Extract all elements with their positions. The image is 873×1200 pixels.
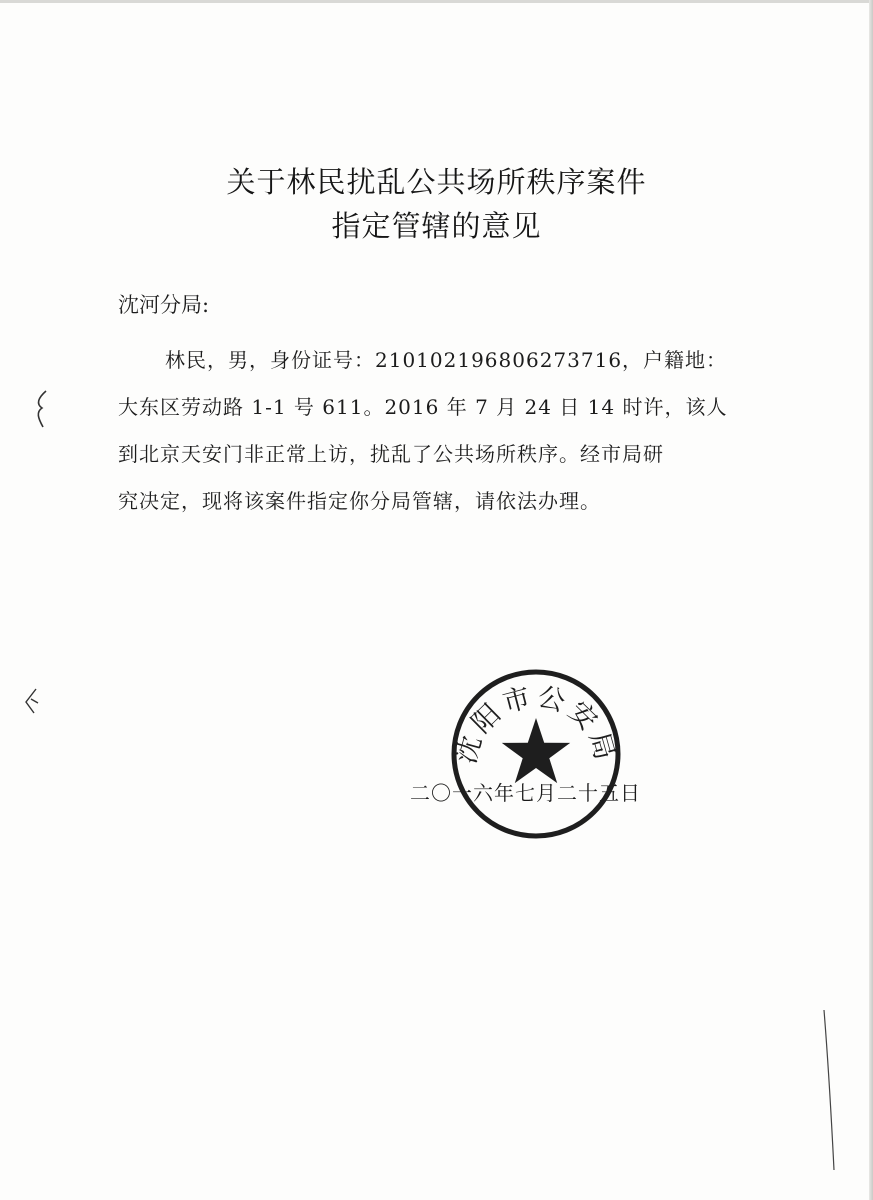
margin-mark [22,686,46,716]
document-title-line-2: 指定管辖的意见 [331,209,542,243]
salutation: 沈河分局: [118,293,210,317]
star-icon [502,718,570,783]
official-seal [450,668,622,840]
margin-mark [32,388,56,430]
document-date: 二〇一六年七月二十五日 [410,781,641,805]
body-paragraph-line: 到北京天安门非正常上访，扰乱了公共场所秩序。经市局研 [118,442,664,466]
body-paragraph-line: 究决定，现将该案件指定你分局管辖，请依法办理。 [118,489,601,513]
document-title-line-1: 关于林民扰乱公共场所秩序案件 [226,165,647,199]
body-paragraph-line: 林民，男，身份证号：210102196806273716，户籍地： [165,348,728,372]
scan-top-edge [0,0,873,3]
body-paragraph-line: 大东区劳动路 1-1 号 611。2016 年 7 月 24 日 14 时许，该人 [118,395,728,419]
scan-line [822,1010,836,1170]
seal-text: 沈阳市公安局 [450,681,622,768]
